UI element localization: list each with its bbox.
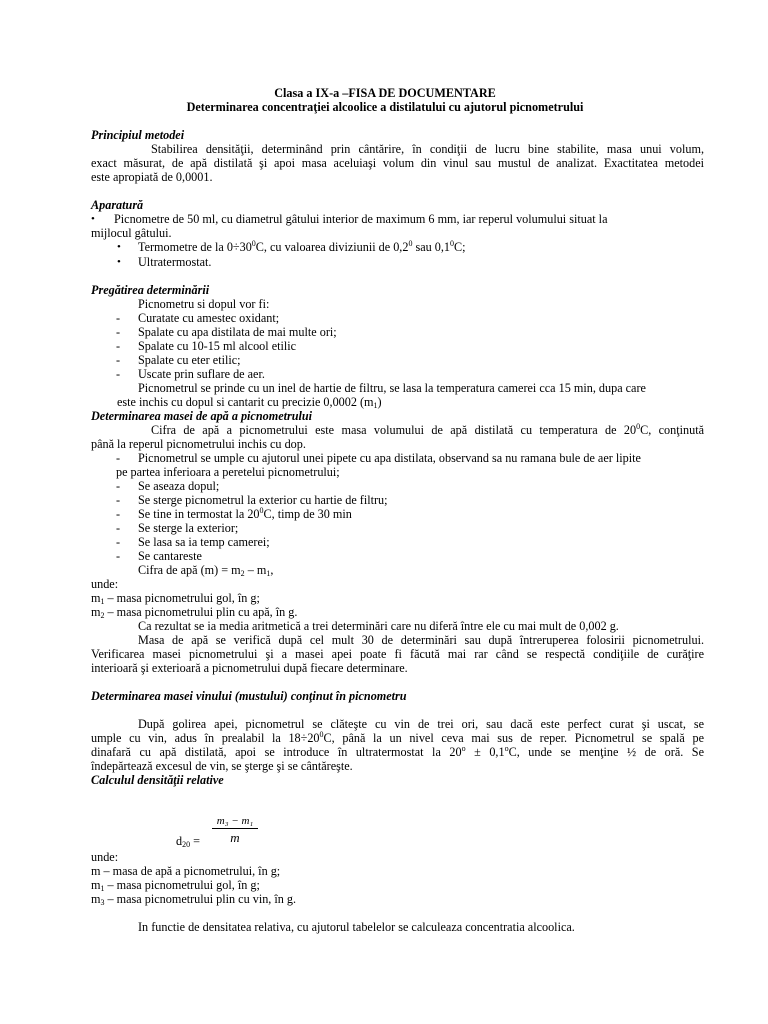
dash-marker: -: [116, 549, 121, 563]
list-item: Spalate cu apa distilata de mai multe ori;: [138, 325, 337, 339]
aparatura-item: Ultratermostat.: [138, 255, 212, 269]
dash-marker: -: [116, 493, 121, 507]
dash-marker: -: [116, 479, 121, 493]
definition-m3: $m_3$ – masa picnometrului plin cu vin, în g.: [91, 892, 297, 907]
fraction-bar: [212, 828, 258, 829]
definition-m1: $m_1$ – masa picnometrului gol, în g;: [91, 878, 260, 893]
principiul-line: Stabilirea densităţii, determinând prin cântărire, în condiţii de lucru bine stabilite, masa unui volum,: [151, 142, 704, 156]
definition-m1: $m_1$ – masa picnometrului gol, în g;: [91, 591, 260, 606]
masa-vin-paragraph: îndepărtează excesul de vin, se şterge şi se cântăreşte.: [91, 759, 353, 773]
list-item: Se tine in termostat la $20^0C$, timp de 30 min: [138, 506, 352, 521]
list-item: Uscate prin suflare de aer.: [138, 367, 265, 381]
section-heading-aparatura: Aparatură: [91, 198, 144, 212]
masa-apa-paragraph: Cifra de apă a picnometrului este masa volumului de apă distilată cu temperatura de $20^0C$, conţinută: [151, 422, 704, 437]
dash-marker: -: [116, 325, 121, 339]
pregatire-paragraph: este inchis cu dopul si cantarit cu precizie 0,0002 $(m_1)$: [117, 395, 382, 410]
masa-apa-paragraph: până la reperul picnometrului inchis cu dop.: [91, 437, 306, 451]
verificare-paragraph: Verificarea masei picnometrului şi a masei apei poate fi făcută mai rar când se respectă condiţiile de curăţire: [91, 647, 704, 661]
principiul-line: exact măsurat, de apă distilată şi apoi masa aceluiaşi volum din vinul sau mustul de analizat. Exactitatea metodei: [91, 156, 704, 170]
definition-m: m – masa de apă a picnometrului, în g;: [91, 864, 281, 878]
formula-cifra-apa: Cifra de apă $(m) = m_2 - m_1$,: [138, 563, 274, 578]
density-fraction: [210, 815, 260, 849]
dash-marker: -: [116, 507, 121, 521]
section-heading-pregatire: Pregătirea determinării: [91, 283, 210, 297]
media-paragraph: Ca rezultat se ia media aritmetică a trei determinări care nu diferă între ele cu mai mult de 0,002 g.: [138, 619, 619, 633]
bullet-icon: •: [117, 256, 121, 268]
document-subtitle: Determinarea concentraţiei alcoolice a distilatului cu ajutorul picnometrului: [186, 100, 584, 114]
dash-marker: -: [116, 367, 121, 381]
document-title: Clasa a IX-a –FISA DE DOCUMENTARE: [274, 86, 496, 100]
list-item: Se sterge picnometrul la exterior cu hartie de filtru;: [138, 493, 388, 507]
dash-marker: -: [116, 451, 121, 465]
dash-marker: -: [116, 535, 121, 549]
pregatire-intro: Picnometru si dopul vor fi:: [138, 297, 270, 311]
aparatura-item-continuation: mijlocul gâtului.: [91, 226, 172, 240]
list-item: Se lasa sa ia temp camerei;: [138, 535, 270, 549]
unde-label: unde:: [91, 577, 119, 591]
dash-marker: -: [116, 339, 121, 353]
definition-m2: $m_2$ – masa picnometrului plin cu apă, în g.: [91, 605, 298, 620]
density-label: $d_{20}$ =: [176, 834, 201, 849]
concluzie-paragraph: In functie de densitatea relativa, cu ajutorul tabelelor se calculeaza concentratia alcoolica.: [138, 920, 575, 934]
section-heading-masa-apa: Determinarea masei de apă a picnometrului: [91, 409, 313, 423]
masa-vin-paragraph: umple cu vin, adus în prealabil la $18\div 20^0C$, până la un nivel ceva mai sus de reper. Picnometrul se spală pe: [91, 730, 705, 745]
unde-label: unde:: [91, 850, 119, 864]
aparatura-item: Termometre de la $0\div 30^0C$, cu valoarea diviziunii de $0,2^0$ sau $0,1^0C$;: [138, 239, 466, 254]
bullet-icon: •: [91, 213, 95, 225]
list-item: Spalate cu 10-15 ml alcool etilic: [138, 339, 297, 353]
list-item: Se sterge la exterior;: [138, 521, 239, 535]
section-heading-calcul: Calculul densităţii relative: [91, 773, 224, 787]
bullet-icon: •: [117, 241, 121, 253]
list-item: Se aseaza dopul;: [138, 479, 220, 493]
fraction-numerator: m₃ − m₁: [216, 815, 254, 827]
section-heading-principiul: Principiul metodei: [91, 128, 185, 142]
aparatura-item: Picnometre de 50 ml, cu diametrul gâtului interior de maximum 6 mm, iar reperul volumului situat la: [114, 212, 608, 226]
pregatire-paragraph: Picnometrul se prinde cu un inel de hartie de filtru, se lasa la temperatura camerei cca 15 min, dupa care: [138, 381, 646, 395]
principiul-line: este apropiată de 0,0001.: [91, 170, 213, 184]
masa-vin-paragraph: dinafară cu apă distilată, apoi se introduce în ultratermostat la $20^o \pm 0,1^oC$, unde se menţine ½ de oră. Se: [91, 744, 704, 759]
dash-marker: -: [116, 353, 121, 367]
list-item: Picnometrul se umple cu ajutorul unei pipete cu apa distilata, observand sa nu ramana bule de aer lipite: [138, 451, 641, 465]
list-item-continuation: pe partea inferioara a peretelui picnometrului;: [116, 465, 340, 479]
fraction-denominator: m: [230, 830, 240, 845]
dash-marker: -: [116, 311, 121, 325]
verificare-paragraph: Masa de apă se verifică după cel mult 30 de determinări sau după întreruperea folosirii picnometrului.: [138, 633, 704, 647]
verificare-paragraph: interioară şi exterioară a picnometrului după fiecare determinare.: [91, 661, 408, 675]
list-item: Curatate cu amestec oxidant;: [138, 311, 280, 325]
list-item: Se cantareste: [138, 549, 202, 563]
dash-marker: -: [116, 521, 121, 535]
list-item: Spalate cu eter etilic;: [138, 353, 241, 367]
masa-vin-paragraph: După golirea apei, picnometrul se clăteşte cu vin de trei ori, sau dacă este perfect curat şi uscat, se: [138, 717, 704, 731]
section-heading-masa-vin: Determinarea masei vinului (mustului) conţinut în picnometru: [91, 689, 407, 703]
